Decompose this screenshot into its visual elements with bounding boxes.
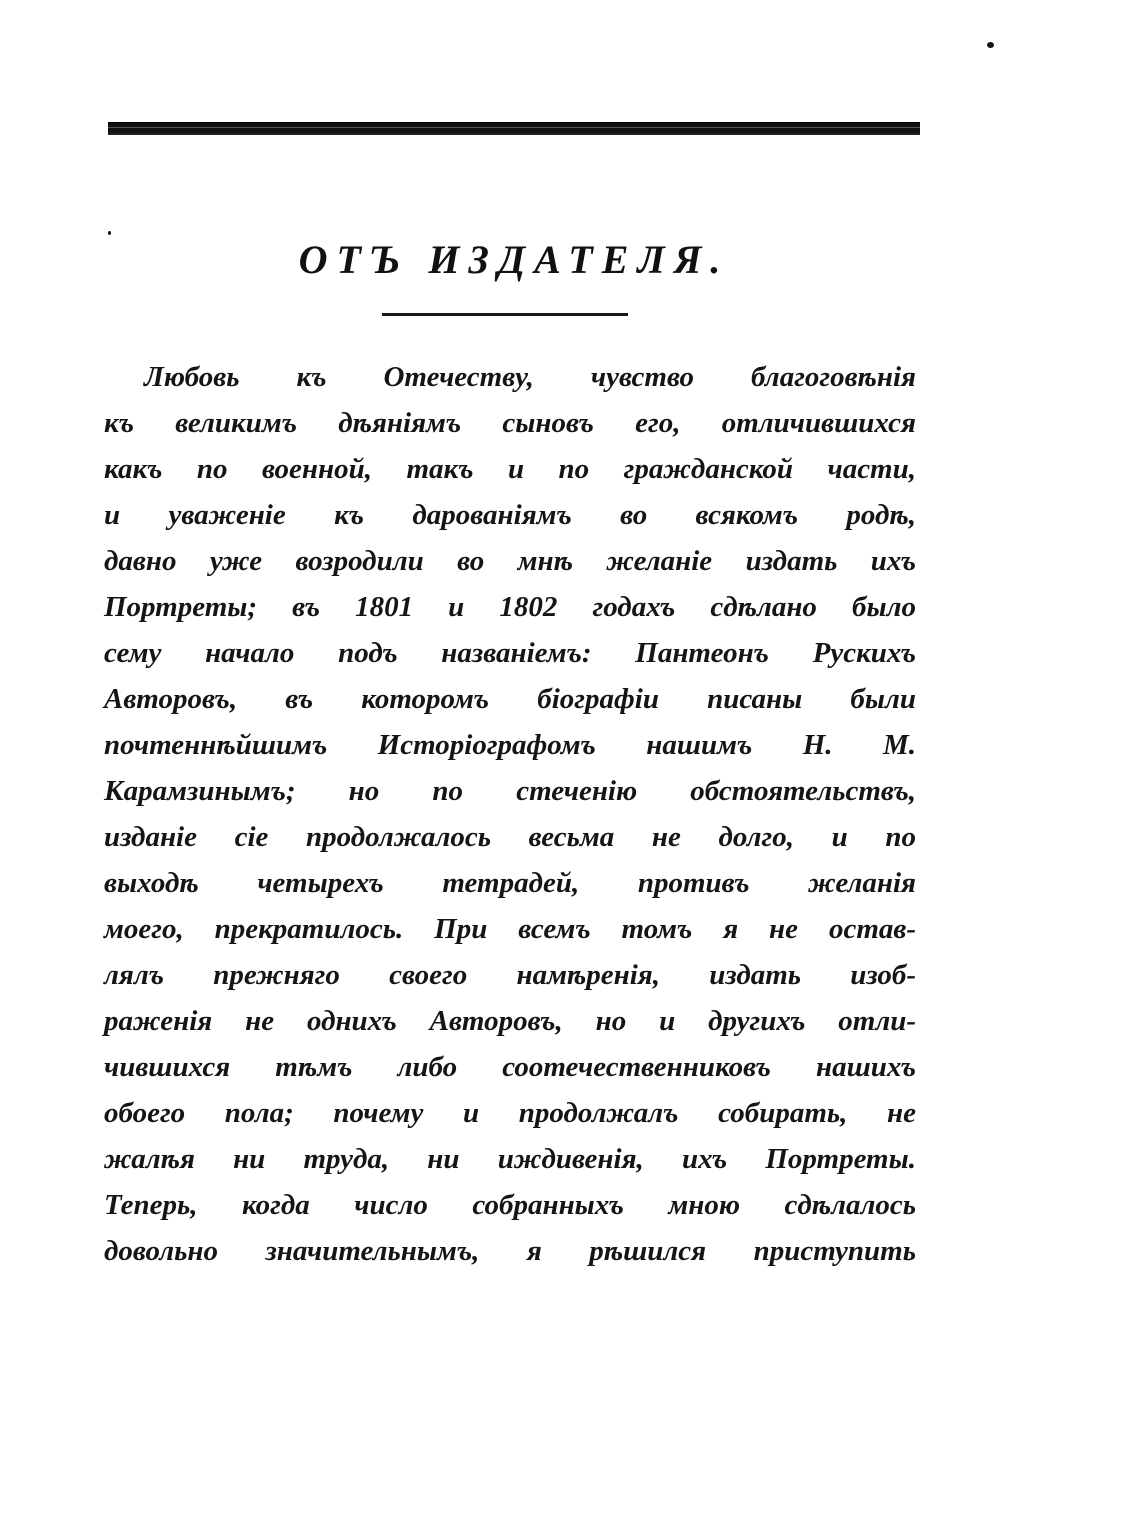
title-underline [382,313,628,316]
text-line: раженія не однихъ Авторовъ, но и другихъ отли- [104,1005,916,1037]
text-line: изданіе сіе продолжалось весьма не долго, и по [104,821,916,853]
text-line: сему начало подъ названіемъ: Пантеонъ Рускихъ [104,637,916,669]
ink-speck [987,42,994,48]
text-line: Карамзинымъ; но по стеченію обстоятельствъ, [104,775,916,807]
text-line: Авторовъ, въ которомъ біографіи писаны были [104,683,916,715]
text-line: лялъ прежняго своего намѣренія, издать изоб- [104,959,916,991]
text-line: жалѣя ни труда, ни иждивенія, ихъ Портреты. [104,1143,916,1175]
page-title: ОТЪ ИЗДАТЕЛЯ. [298,237,730,282]
text-line: выходѣ четырехъ тетрадей, противъ желанія [104,867,916,899]
ink-speck [108,231,111,235]
text-line: и уваженіе къ дарованіямъ во всякомъ родѣ, [104,499,916,531]
text-line: Теперь, когда число собранныхъ мною сдѣлалось [104,1189,916,1221]
text-line: какъ по военной, такъ и по гражданской части, [104,453,916,485]
text-line: къ великимъ дѣяніямъ сыновъ его, отличившихся [104,407,916,439]
body-text [104,354,916,1274]
top-ornamental-rule [108,122,920,133]
text-line: чившихся тѣмъ либо соотечественниковъ нашихъ [104,1051,916,1083]
text-line: давно уже возродили во мнѣ желаніе издать ихъ [104,545,916,577]
text-line: Портреты; въ 1801 и 1802 годахъ сдѣлано было [104,591,916,623]
text-line: Любовь къ Отечеству, чувство благоговѣнія [144,361,916,393]
text-line: моего, прекратилось. При всемъ томъ я не остав- [104,913,916,945]
text-line: почтеннѣйшимъ Исторіографомъ нашимъ Н. М. [104,729,916,761]
text-line: обоего пола; почему и продолжалъ собирать, не [104,1097,916,1129]
text-line: довольно значительнымъ, я рѣшился приступить [104,1235,916,1267]
